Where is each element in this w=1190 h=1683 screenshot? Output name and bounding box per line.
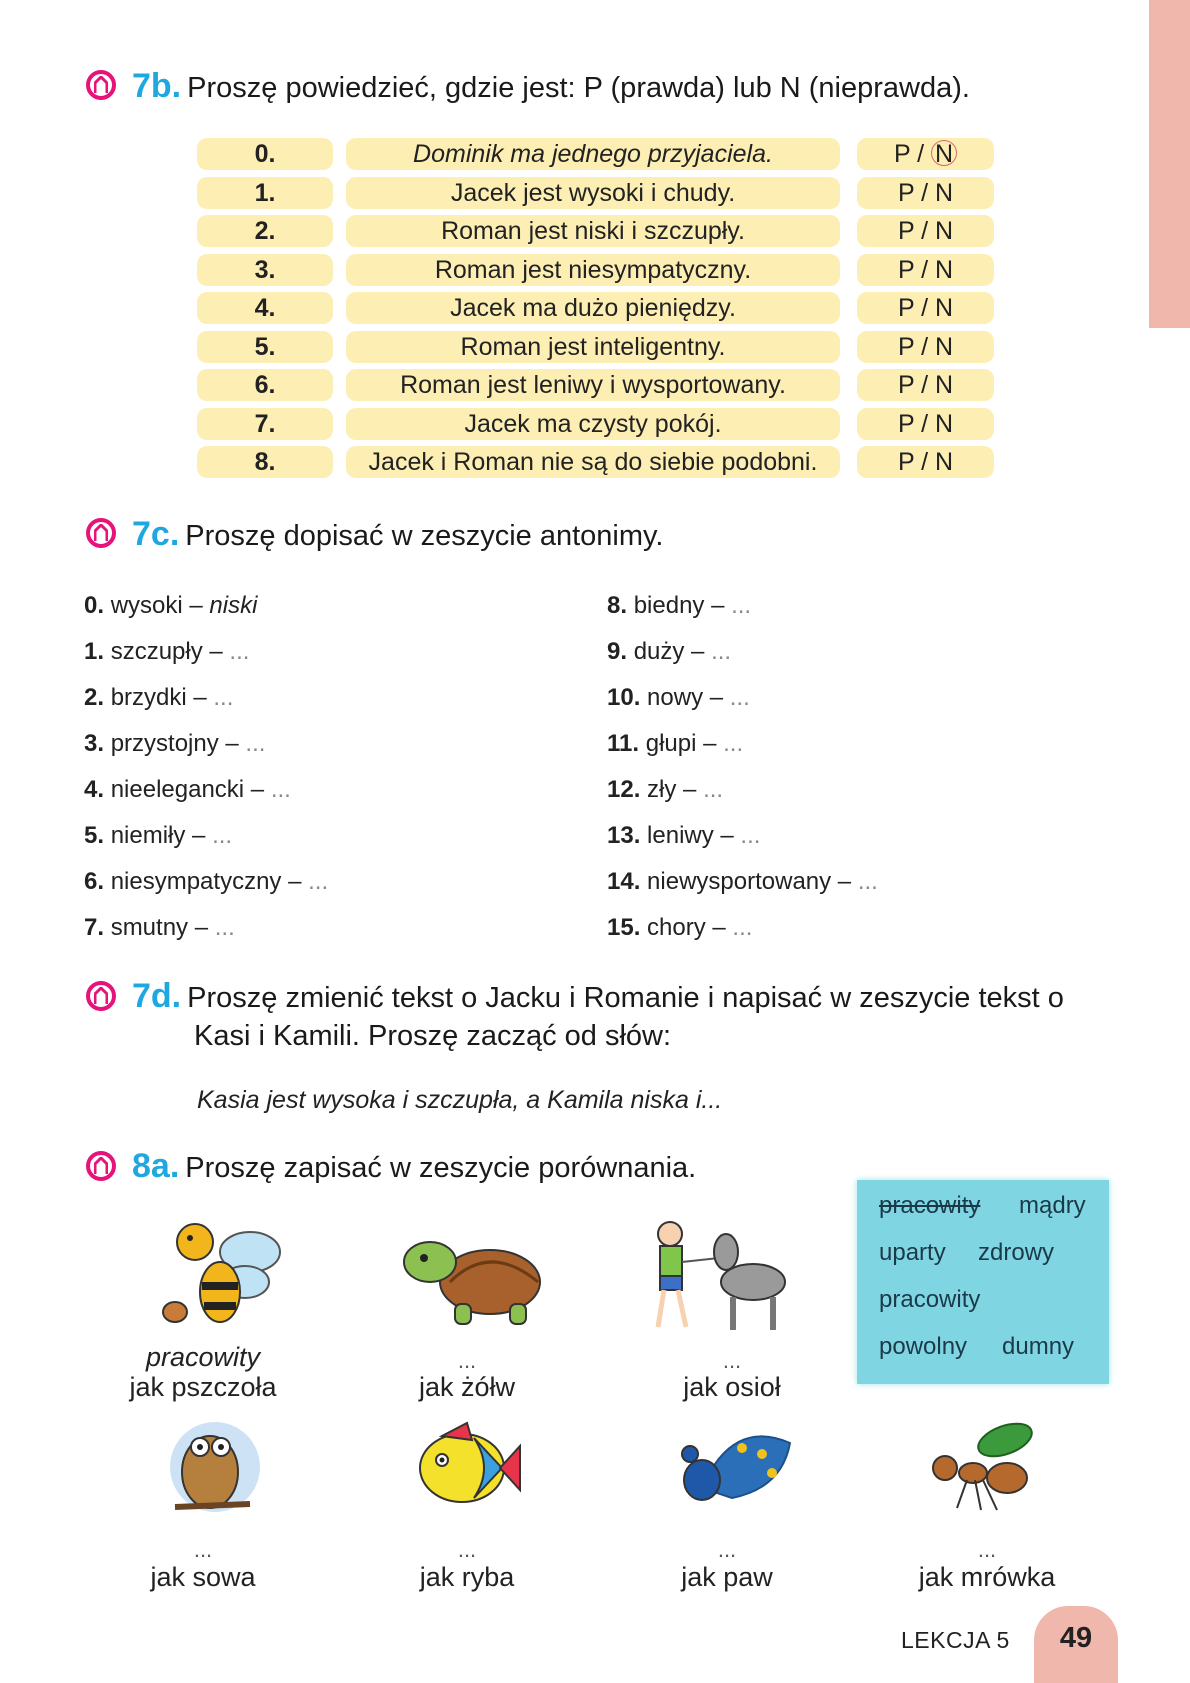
antonym-answer: ... — [212, 822, 233, 849]
exercise-7c-heading — [132, 516, 663, 554]
item-number: 11. — [607, 730, 640, 757]
exercise-number: 7b. — [132, 67, 182, 105]
row-number: 4. — [197, 292, 333, 324]
circled-answer: N — [931, 140, 957, 166]
animal-label: jak sowa — [150, 1562, 256, 1592]
antonym-answer: niski — [209, 592, 258, 619]
antonym-answer: ... — [245, 730, 266, 757]
choice-text: P / N — [897, 332, 954, 361]
example-sentence: Kasia jest wysoka i szczupła, a Kamila niska i... — [197, 1086, 723, 1114]
antonym-item — [607, 683, 750, 713]
antonym-item — [607, 867, 878, 897]
word: szczupły – — [110, 638, 230, 665]
choice-text: P / N — [897, 294, 954, 322]
bee-icon — [150, 1212, 290, 1332]
animal-label: jak żółw — [418, 1372, 516, 1402]
true-false-choice[interactable] — [857, 369, 994, 401]
row-number: 0. — [197, 138, 333, 170]
antonym-item — [84, 821, 232, 851]
true-false-choice[interactable] — [857, 215, 994, 247]
table-row — [197, 369, 994, 403]
antonym-answer: ... — [214, 914, 235, 941]
choice-text: P / N — [897, 255, 954, 284]
donkey-icon — [648, 1212, 788, 1332]
word: zły – — [647, 776, 704, 803]
word: smutny – — [110, 914, 215, 941]
item-number: 13. — [607, 822, 641, 849]
antonym-item — [607, 775, 723, 805]
item-number: 15. — [607, 914, 641, 941]
exercise-instruction: Proszę zmienić tekst o Jacku i Romanie i napisać w zeszycie tekst o — [187, 982, 1064, 1014]
exercise-number: 7c. — [132, 515, 180, 553]
antonym-item — [607, 637, 731, 667]
word: niesympatyczny – — [110, 868, 309, 895]
choice-text: P / N — [897, 371, 954, 399]
fish-icon — [412, 1418, 552, 1538]
row-number: 8. — [197, 446, 333, 478]
true-false-choice[interactable] — [857, 254, 994, 286]
word: głupi – — [645, 730, 724, 757]
item-number: 7. — [84, 914, 105, 941]
animal-label: jak osioł — [683, 1372, 781, 1402]
item-number: 0. — [84, 592, 105, 619]
statement: Jacek i Roman nie są do siebie podobni. — [346, 446, 840, 478]
choice-text: P / N — [897, 217, 954, 245]
word-bank-item: powolny — [879, 1333, 968, 1360]
antonym-answer: ... — [703, 776, 724, 803]
word-bank-item: uparty — [879, 1239, 946, 1266]
animal-label: jak paw — [681, 1562, 773, 1592]
true-false-choice[interactable] — [857, 177, 994, 209]
word-bank-item: mądry — [1019, 1192, 1086, 1219]
exercise-7d-heading — [132, 978, 1064, 1016]
word-bank-item: pracowity — [879, 1286, 981, 1313]
pencil-icon — [86, 981, 116, 1011]
lesson-label: LEKCJA 5 — [901, 1627, 1010, 1653]
antonym-item — [84, 683, 233, 713]
row-number: 1. — [197, 177, 333, 209]
exercise-instruction: Proszę dopisać w zeszycie antonimy. — [185, 520, 664, 552]
antonym-item — [607, 821, 760, 851]
statement: Jacek jest wysoki i chudy. — [346, 177, 840, 209]
exercise-instruction-line2: Kasi i Kamili. Proszę zacząć od słów: — [194, 1020, 672, 1052]
statement: Roman jest leniwy i wysportowany. — [346, 369, 840, 401]
answer-blank: ... — [457, 1537, 477, 1562]
choice-text: P / N — [897, 448, 954, 476]
item-number: 10. — [607, 684, 641, 711]
exercise-instruction: Proszę zapisać w zeszycie porównania. — [185, 1152, 697, 1184]
pencil-icon — [86, 1151, 116, 1181]
answer-blank: ... — [977, 1537, 997, 1562]
antonym-answer: ... — [732, 914, 753, 941]
word: duży – — [633, 638, 712, 665]
true-false-choice[interactable] — [857, 331, 994, 363]
antonym-item — [84, 913, 235, 943]
antonym-answer: ... — [857, 868, 878, 895]
antonym-item — [607, 729, 743, 759]
exercise-8a-heading — [132, 1148, 696, 1186]
antonym-answer: ... — [723, 730, 744, 757]
owl-icon — [155, 1412, 295, 1532]
exercise-7b-heading — [132, 68, 970, 106]
animal-label: jak mrówka — [918, 1562, 1056, 1592]
exercise-instruction: Proszę powiedzieć, gdzie jest: P (prawda) lub N (nieprawda). — [187, 72, 970, 104]
word: wysoki – — [110, 592, 210, 619]
table-row — [197, 408, 994, 442]
antonym-answer: ... — [740, 822, 761, 849]
item-number: 4. — [84, 776, 105, 803]
exercise-number: 8a. — [132, 1147, 180, 1185]
antonym-answer: ... — [270, 776, 291, 803]
item-number: 8. — [607, 592, 628, 619]
row-number: 3. — [197, 254, 333, 286]
antonym-answer: ... — [711, 638, 732, 665]
antonym-item — [84, 591, 257, 621]
antonym-item — [84, 775, 291, 805]
animal-label: jak ryba — [419, 1562, 515, 1592]
antonym-answer: ... — [229, 638, 250, 665]
table-row — [197, 331, 994, 365]
antonym-answer: ... — [729, 684, 750, 711]
table-row — [197, 292, 994, 326]
statement: Jacek ma czysty pokój. — [346, 408, 840, 440]
table-row — [197, 254, 994, 288]
antonym-answer: ... — [213, 684, 234, 711]
item-number: 3. — [84, 730, 105, 757]
table-row — [197, 177, 994, 211]
word-bank-item: dumny — [1002, 1333, 1075, 1360]
word-bank — [857, 1180, 1109, 1384]
choice-text: P / N — [897, 409, 954, 438]
statement: Jacek ma dużo pieniędzy. — [346, 292, 840, 324]
word: przystojny – — [110, 730, 246, 757]
answer-blank: ... — [457, 1348, 477, 1373]
statement: Roman jest niesympatyczny. — [346, 254, 840, 286]
true-false-choice[interactable] — [857, 292, 994, 324]
word: nieelegancki – — [110, 776, 271, 803]
statement: Roman jest inteligentny. — [346, 331, 840, 363]
ant-icon — [925, 1418, 1065, 1538]
row-number: 6. — [197, 369, 333, 401]
statement: Roman jest niski i szczupły. — [346, 215, 840, 247]
item-number: 14. — [607, 868, 641, 895]
row-number: 7. — [197, 408, 333, 440]
antonym-item — [84, 729, 265, 759]
word: chory – — [647, 914, 733, 941]
antonym-item — [84, 867, 328, 897]
item-number: 5. — [84, 822, 105, 849]
true-false-choice[interactable] — [857, 446, 994, 478]
item-number: 1. — [84, 638, 105, 665]
choice-text: P / — [893, 140, 932, 168]
true-false-choice[interactable] — [857, 138, 994, 170]
antonym-answer: ... — [731, 592, 752, 619]
pencil-icon — [86, 70, 116, 100]
choice-text: P / N — [897, 178, 954, 207]
answer-example: pracowity — [145, 1342, 261, 1372]
true-false-choice[interactable] — [857, 408, 994, 440]
word: leniwy – — [647, 822, 741, 849]
word: nowy – — [647, 684, 730, 711]
page-number: 49 — [1059, 1622, 1093, 1654]
row-number: 5. — [197, 331, 333, 363]
word: biedny – — [633, 592, 732, 619]
answer-blank: ... — [722, 1348, 742, 1373]
table-row — [197, 138, 994, 172]
word: brzydki – — [110, 684, 214, 711]
word-bank-item: zdrowy — [978, 1239, 1055, 1266]
item-number: 12. — [607, 776, 641, 803]
exercise-number: 7d. — [132, 977, 182, 1015]
item-number: 2. — [84, 684, 105, 711]
peacock-icon — [672, 1418, 812, 1538]
antonym-item — [607, 913, 752, 943]
antonym-item — [84, 637, 249, 667]
answer-blank: ... — [193, 1537, 213, 1562]
item-number: 6. — [84, 868, 105, 895]
answer-blank: ... — [717, 1537, 737, 1562]
table-row — [197, 215, 994, 249]
row-number: 2. — [197, 215, 333, 247]
word: niewysportowany – — [647, 868, 858, 895]
table-row — [197, 446, 994, 480]
side-margin-tab — [1149, 0, 1190, 328]
word-bank-item: pracowity — [879, 1192, 981, 1219]
turtle-icon — [400, 1222, 540, 1342]
animal-label: jak pszczoła — [129, 1372, 277, 1402]
antonym-item — [607, 591, 751, 621]
statement: Dominik ma jednego przyjaciela. — [346, 138, 840, 170]
word: niemiły – — [110, 822, 213, 849]
antonym-answer: ... — [308, 868, 329, 895]
item-number: 9. — [607, 638, 628, 665]
pencil-icon — [86, 518, 116, 548]
